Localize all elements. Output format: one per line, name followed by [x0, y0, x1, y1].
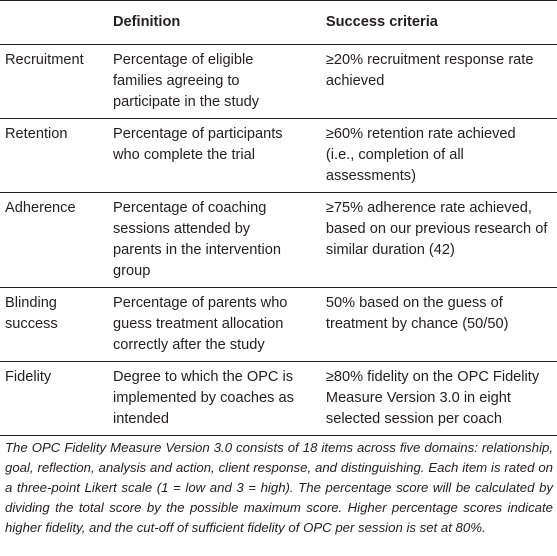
- table-row: [0, 362, 557, 436]
- row-success-criteria: ≥75% adherence rate achieved, based on our previous research of similar duration (42): [325, 200, 548, 258]
- row-label: Blinding success: [5, 295, 58, 332]
- header-success-criteria: Success criteria: [326, 1, 557, 45]
- header-definition: Definition: [113, 1, 326, 45]
- table-row: [0, 193, 557, 288]
- row-label: Retention: [5, 126, 68, 142]
- row-label: Fidelity: [5, 369, 52, 385]
- table-row: [0, 45, 557, 119]
- table-row: [0, 288, 557, 362]
- table-footnote: The OPC Fidelity Measure Version 3.0 consists of 18 items across five domains: relationship, goal, reflection, analysis and action, client response, and distinguishing. Each item is rated on a three-point Likert scale (1 = low and 3 = high). The percentage score will be calculated by dividing the total score by the possible maximum score. Higher percentage scores indicate higher fidelity, and the cut-off of sufficient fidelity of OPC per session is set at 80%.: [5, 440, 553, 535]
- row-definition: Percentage of parents who guess treatment allocation correctly after the study: [113, 295, 288, 353]
- row-label: Recruitment: [5, 52, 84, 68]
- row-success-criteria: 50% based on the guess of treatment by chance (50/50): [325, 295, 509, 332]
- row-definition: Percentage of eligible families agreeing to participate in the study: [113, 52, 260, 110]
- row-success-criteria: ≥20% recruitment response rate achieved: [325, 52, 534, 89]
- table-row: [0, 119, 557, 193]
- header-blank: [0, 1, 113, 45]
- row-success-criteria: ≥80% fidelity on the OPC Fidelity Measure Version 3.0 in eight selected session per coach: [325, 369, 540, 427]
- table-header-row: [0, 1, 557, 45]
- row-definition: Degree to which the OPC is implemented by coaches as intended: [113, 369, 294, 427]
- row-definition: Percentage of participants who complete the trial: [113, 126, 283, 163]
- row-success-criteria: ≥60% retention rate achieved (i.e., completion of all assessments): [325, 126, 516, 184]
- row-definition: Percentage of coaching sessions attended by parents in the intervention group: [113, 200, 281, 279]
- row-label: Adherence: [5, 200, 76, 216]
